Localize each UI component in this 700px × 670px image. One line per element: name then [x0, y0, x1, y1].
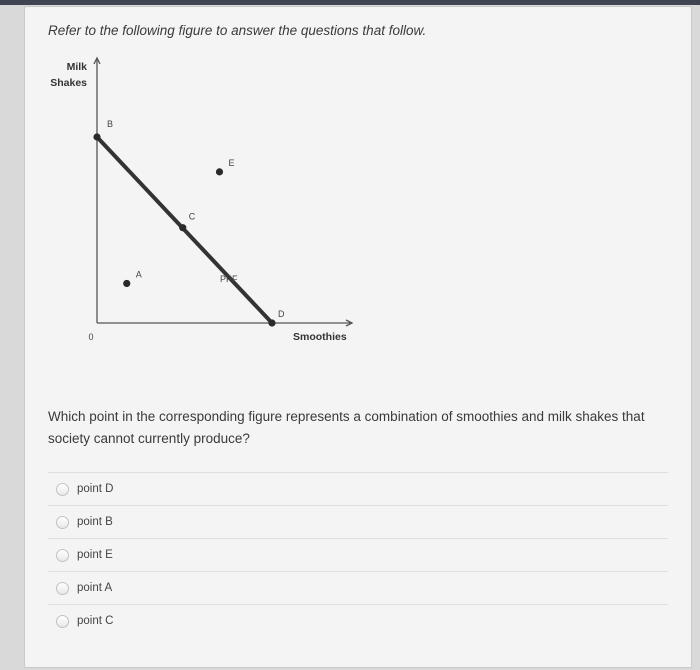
y-axis-label-line1: Milk — [66, 61, 87, 73]
option-label: point C — [77, 615, 114, 627]
option-point-c[interactable] — [48, 605, 668, 637]
point-b-dot — [93, 133, 100, 140]
option-point-d[interactable] — [48, 473, 668, 505]
question-panel — [24, 6, 692, 668]
chart-axes — [94, 58, 352, 326]
radio-button[interactable] — [56, 549, 69, 562]
point-a-label: A — [135, 269, 142, 280]
point-d-dot — [268, 319, 275, 326]
point-c-dot — [179, 224, 186, 231]
radio-button[interactable] — [56, 582, 69, 595]
radio-button[interactable] — [56, 516, 69, 529]
point-b-label: B — [107, 119, 114, 129]
ppf-chart — [25, 7, 691, 377]
question-intro: Refer to the following figure to answer the questions that follow. — [48, 23, 427, 38]
radio-button[interactable] — [56, 483, 69, 496]
point-e-label: E — [228, 157, 235, 168]
window-top-bar — [0, 0, 700, 5]
option-label: point D — [77, 483, 114, 495]
ppf-annotation-label: PPF — [220, 273, 238, 284]
y-axis-label-line2: Shakes — [50, 77, 87, 89]
radio-button[interactable] — [56, 615, 69, 628]
answer-options — [48, 472, 668, 637]
option-point-e[interactable] — [48, 539, 668, 571]
point-e-dot — [216, 168, 223, 175]
point-a-dot — [123, 280, 130, 287]
option-label: point B — [77, 516, 113, 528]
origin-label: 0 — [88, 332, 94, 342]
point-c-label: C — [188, 211, 196, 222]
option-label: point E — [77, 549, 113, 561]
point-d-label: D — [278, 309, 285, 319]
option-point-b[interactable] — [48, 506, 668, 538]
chart-marks — [93, 119, 285, 327]
option-point-a[interactable] — [48, 572, 668, 604]
x-axis-label: Smoothies — [293, 331, 347, 343]
question-text: Which point in the corresponding figure represents a combination of smoothies and milk shakes that society cannot currently produce? — [48, 409, 645, 446]
option-label: point A — [77, 582, 113, 594]
